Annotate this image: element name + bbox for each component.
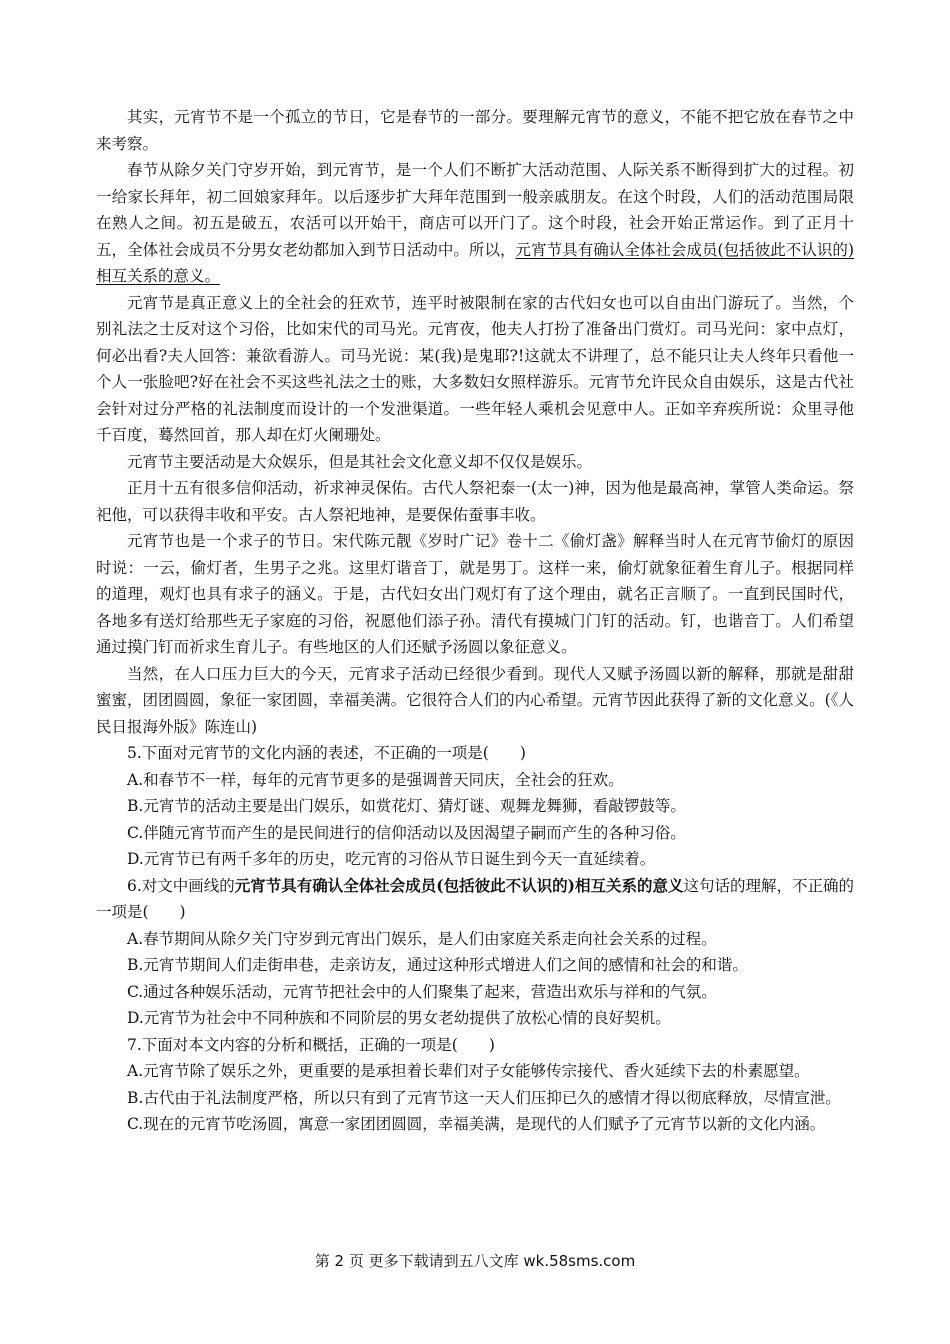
question-6-stem-after: 这句话的理解，不正确的一项是( ) [96,876,854,921]
question-7-option-c: C.现在的元宵节吃汤圆，寓意一家团团圆圆，幸福美满，是现代的人们赋予了元宵节以新的文化内涵。 [127,1115,826,1133]
question-5-option-b: B.元宵节的活动主要是出门娱乐，如赏花灯、猜灯谜、观舞龙舞狮，看敲锣鼓等。 [127,797,686,815]
question-5-option-a: A.和春节不一样，每年的元宵节更多的是强调普天同庆，全社会的狂欢。 [127,770,624,789]
question-6-stem-before: 6.对文中画线的 [127,876,235,895]
question-6-stem-bold: 元宵节具有确认全体社会成员(包括彼此不认识的)相互关系的意义 [234,875,684,895]
paragraph-6: 元宵节也是一个求子的节日。宋代陈元靓《岁时广记》卷十二《偷灯盏》解释当时人在元宵节偷灯的原因时说：一云，偷灯者，生男子之兆。这里灯谐音丁，就是男丁。这样一来，偷灯就象征着生育儿子。根据同样的道理，观灯也具有求子的涵义。于是，古代妇女出门观灯有了这个理由，就名正言顺了。一直到民国时代，各地多有送灯给那些无子家庭的习俗，祝愿他们添子孙。清代有摸城门门钉的活动。钉，也谐音丁。人们希望通过摸门钉而祈求生育儿子。有些地区的人们还赋予汤圆以象征意义。 [96,532,854,656]
paragraph-3: 元宵节是真正意义上的全社会的狂欢节，连平时被限制在家的古代妇女也可以自由出门游玩了。当然，个别礼法之士反对这个习俗，比如宋代的司马光。元宵夜，他夫人打扮了准备出门赏灯。司马光问：家中点灯，何必出看?夫人回答：兼欲看游人。司马光说：某(我)是鬼耶?!这就太不讲理了，总不能只让夫人终年只看他一个人一张脸吧?好在社会不买这些礼法之士的账，大多数妇女照样游乐。元宵节允许民众自由娱乐，这是古代社会针对过分严格的礼法制度而设计的一个发泄渠道。一些年轻人乘机会见意中人。正如辛弃疾所说：众里寻他千百度，蓦然回首，那人却在灯火阑珊处。 [96,293,854,444]
paragraph-2 [96,157,854,290]
question-6-option-c: C.通过各种娱乐活动，元宵节把社会中的人们聚集了起来，营造出欢乐与祥和的气氛。 [127,982,717,1001]
question-5-stem: 5.下面对元宵节的文化内涵的表述，不正确的一项是( ) [127,744,526,762]
underlined-sentence: 元宵节具有确认全体社会成员(包括彼此不认识的)相互关系的意义。 [96,240,854,285]
question-6-option-b: B.元宵节期间人们走街串巷，走亲访友，通过这种形式增进人们之间的感情和社会的和谐。 [127,956,748,974]
question-6-option-a: A.春节期间从除夕关门守岁到元宵出门娱乐，是人们由家庭关系走向社会关系的过程。 [127,929,717,948]
paragraph-7: 当然，在人口压力巨大的今天，元宵求子活动已经很少看到。现代人又赋予汤圆以新的解释，那就是甜甜蜜蜜，团团圆圆，象征一家团圆，幸福美满。它很符合人们的内心希望。元宵节因此获得了新的文化意义。(《人民日报海外版》陈连山) [96,664,854,736]
question-6-option-d: D.元宵节为社会中不同种族和不同阶层的男女老幼提供了放松心情的良好契机。 [127,1009,671,1027]
question-6-stem [96,873,854,926]
question-7-stem: 7.下面对本文内容的分析和概括，正确的一项是( ) [127,1035,495,1054]
page-footer: 第 2 页 更多下载请到五八文库 wk.58sms.com [314,1252,636,1270]
question-5-option-c: C.伴随元宵节而产生的是民间进行的信仰活动以及因渴望子嗣而产生的各种习俗。 [127,823,686,842]
document-body [96,104,854,1138]
paragraph-4: 元宵节主要活动是大众娱乐，但是其社会文化意义却不仅仅是娱乐。 [127,452,593,471]
paragraph-2-text: 春节从除夕关门守岁开始，到元宵节，是一个人们不断扩大活动范围、人际关系不断得到扩大的过程。初一给家长拜年，初二回娘家拜年。以后逐步扩大拜年范围到一般亲戚朋友。在这个时段，人们的活动范围局限在熟人之间。初五是破五，农活可以开始干，商店可以开门了。这个时段，社会开始正常运作。到了正月十五，全体社会成员不分男女老幼都加入到节日活动中。所以， [96,161,854,259]
question-5-option-d: D.元宵节已有两千多年的历史，吃元宵的习俗从节日诞生到今天一直延续着。 [127,850,656,868]
question-7-option-a: A.元宵节除了娱乐之外，更重要的是承担着长辈们对子女能够传宗接代、香火延续下去的朴素愿望。 [127,1062,810,1080]
paragraph-1: 其实，元宵节不是一个孤立的节日，它是春节的一部分。要理解元宵节的意义，不能不把它放在春节之中来考察。 [96,108,854,153]
paragraph-5: 正月十五有很多信仰活动，祈求神灵保佑。古代人祭祀泰一(太一)神，因为他是最高神，掌管人类命运。祭祀他，可以获得丰收和平安。古人祭祀地神，是要保佑蚕事丰收。 [96,479,854,524]
question-7-option-b: B.古代由于礼法制度严格，所以只有到了元宵节这一天人们压抑已久的感情才得以彻底释放，尽情宣泄。 [127,1088,841,1107]
